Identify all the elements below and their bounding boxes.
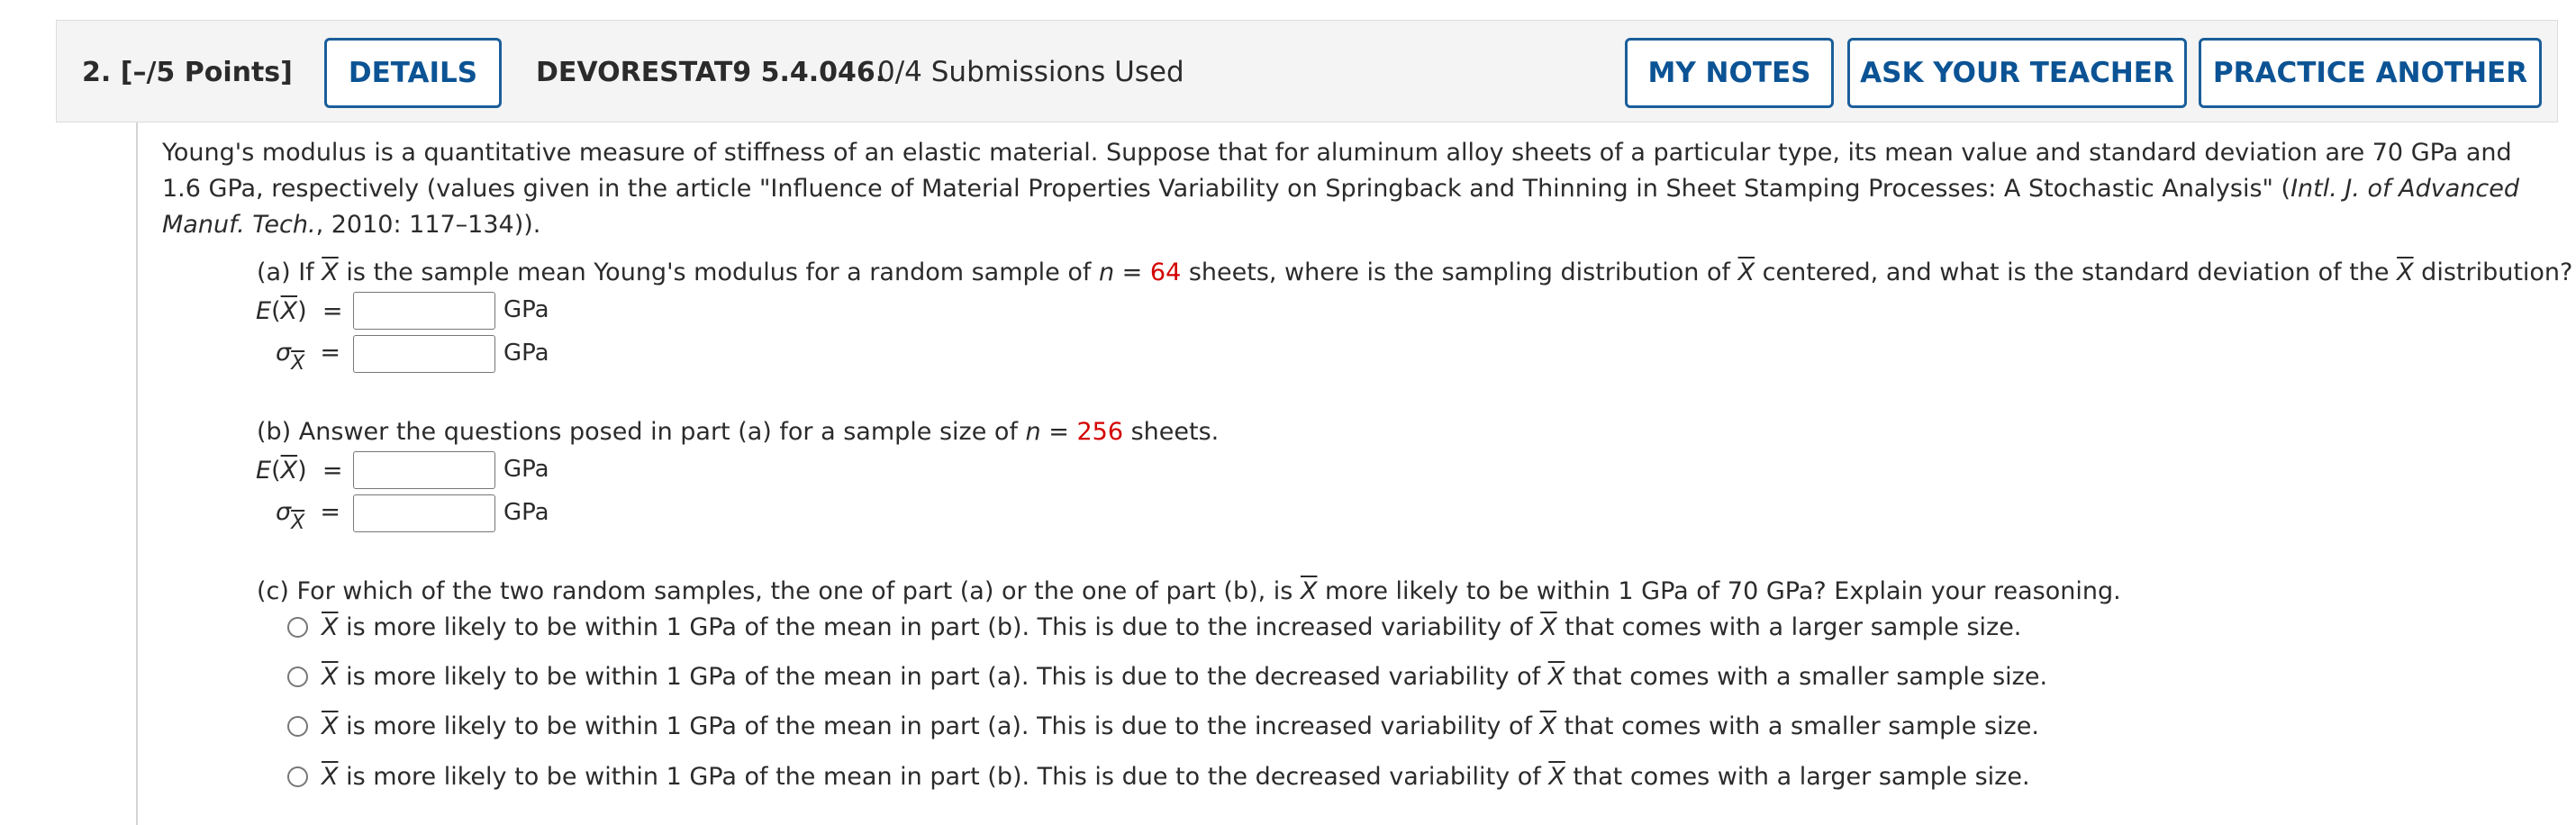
submissions-used: 0/4 Submissions Used bbox=[877, 56, 1184, 88]
part-c-option-4-label[interactable] bbox=[322, 761, 2030, 793]
question-id: DEVORESTAT9 5.4.046. bbox=[536, 57, 886, 88]
part-c-suffix: more likely to be within 1 GPa of 70 GPa? Explain your reasoning. bbox=[1317, 577, 2121, 605]
ask-your-teacher-button[interactable]: ASK YOUR TEACHER bbox=[1847, 38, 2187, 108]
part-a-text-3: centered, and what is the standard deviation of the bbox=[1755, 258, 2398, 286]
xbar-subscript: X bbox=[291, 352, 305, 375]
intro-line-2-text: 1.6 GPa, respectively (values given in the article "Influence of Material Properties Variability on Springback and Thinning in Sheet Stamping Processes: A Stochastic Analysis" ( bbox=[162, 175, 2291, 203]
xbar-symbol: $\overline{X}$ bbox=[322, 712, 339, 740]
part-b-mean-unit: GPa bbox=[503, 456, 549, 483]
question-number bbox=[82, 57, 293, 88]
details-button[interactable]: DETAILS bbox=[324, 38, 502, 108]
equals-sign: = bbox=[1114, 258, 1150, 286]
sigma-symbol: σ bbox=[276, 339, 292, 367]
part-a-suffix: distribution? bbox=[2413, 258, 2573, 286]
part-b-sd-input[interactable] bbox=[353, 494, 495, 532]
part-c-option-4-radio[interactable] bbox=[287, 766, 308, 787]
part-c-option-3-radio[interactable] bbox=[287, 716, 308, 737]
intro-line-3 bbox=[162, 209, 540, 241]
sigma-symbol: σ bbox=[276, 498, 292, 526]
xbar-symbol: $\overline{X}$ bbox=[1539, 712, 1557, 740]
xbar-symbol: $\overline{X}$ bbox=[2397, 258, 2414, 286]
n-symbol: n bbox=[1098, 258, 1115, 286]
question-header bbox=[56, 20, 2558, 122]
my-notes-button[interactable]: MY NOTES bbox=[1625, 38, 1834, 108]
part-a-text-2: sheets, where is the sampling distribution of bbox=[1181, 258, 1738, 286]
part-a-sd-unit: GPa bbox=[503, 340, 549, 367]
xbar-symbol: $\overline{X}$ bbox=[322, 613, 339, 641]
xbar-symbol: $\overline{X}$ bbox=[322, 763, 339, 791]
option-text-a: is more likely to be within 1 GPa of the mean in part (a). This is due to the decreased variability of bbox=[338, 663, 1548, 691]
part-b-mean-input[interactable] bbox=[353, 451, 495, 489]
part-b-sd-unit: GPa bbox=[503, 499, 549, 526]
xbar-symbol: $\overline{X}$ bbox=[1300, 577, 1318, 605]
option-text-b: that comes with a smaller sample size. bbox=[1556, 712, 2039, 740]
xbar-symbol: $\overline{X}$ bbox=[1540, 613, 1557, 641]
xbar-symbol: $\overline{X}$ bbox=[322, 663, 339, 691]
part-c-option-2-radio[interactable] bbox=[287, 666, 308, 687]
equals-sign: = bbox=[1040, 418, 1077, 446]
part-a-n-value: 64 bbox=[1149, 258, 1182, 286]
part-c-prefix: (c) For which of the two random samples, the one of part (a) or the one of part (b), is bbox=[257, 577, 1301, 605]
part-b-n-value: 256 bbox=[1076, 418, 1124, 446]
journal-name-part-1: Intl. J. of Advanced bbox=[2290, 175, 2519, 203]
option-text-b: that comes with a smaller sample size. bbox=[1565, 663, 2048, 691]
part-a-mean-input[interactable] bbox=[353, 292, 495, 330]
part-b-sd-label bbox=[276, 496, 340, 534]
part-c-question bbox=[257, 576, 2121, 608]
option-text-a: is more likely to be within 1 GPa of the mean in part (b). This is due to the increased variability of bbox=[338, 613, 1541, 641]
points-label: [–/5 Points] bbox=[120, 57, 293, 88]
part-c-option-3-label[interactable] bbox=[322, 711, 2039, 743]
practice-another-button[interactable]: PRACTICE ANOTHER bbox=[2199, 38, 2542, 108]
part-a-sd-label bbox=[276, 337, 340, 375]
xbar-symbol: $\overline{X}$ bbox=[322, 258, 339, 286]
part-b-question bbox=[257, 416, 1219, 449]
intro-line-3-text: , 2010: 117–134)). bbox=[315, 211, 541, 239]
option-text-b: that comes with a larger sample size. bbox=[1565, 763, 2030, 791]
xbar-symbol: $\overline{X}$ bbox=[1548, 763, 1565, 791]
xbar-symbol: $\overline{X}$ bbox=[1737, 258, 1755, 286]
question-number-value: 2. bbox=[82, 57, 112, 88]
intro-line-1: Young's modulus is a quantitative measure of stiffness of an elastic material. Suppose that for aluminum alloy sheets of a particular type, its mean value and standard deviation are 70 GPa and bbox=[162, 139, 2512, 167]
expectation-symbol: E bbox=[256, 457, 272, 485]
equals-sign: = bbox=[322, 457, 343, 485]
part-c-option-1-label[interactable] bbox=[322, 612, 2021, 644]
part-a-prefix: (a) If bbox=[257, 258, 322, 286]
part-a-mean-label: $E(\overline{X})$ = bbox=[256, 297, 343, 325]
content-left-border bbox=[136, 122, 138, 825]
xbar-symbol: $\overline{X}$ bbox=[280, 457, 298, 485]
part-c-option-2-label[interactable] bbox=[322, 661, 2047, 694]
n-symbol: n bbox=[1025, 418, 1041, 446]
part-a-question bbox=[257, 257, 2572, 289]
part-b-prefix: (b) Answer the questions posed in part (a) for a sample size of bbox=[257, 418, 1026, 446]
option-text-a: is more likely to be within 1 GPa of the mean in part (a). This is due to the increased variability of bbox=[338, 712, 1540, 740]
xbar-symbol: $\overline{X}$ bbox=[1547, 663, 1565, 691]
equals-sign: = bbox=[320, 339, 340, 367]
expectation-symbol: E bbox=[256, 297, 272, 325]
part-a-text-1: is the sample mean Young's modulus for a random sample of bbox=[338, 258, 1099, 286]
equals-sign: = bbox=[322, 297, 343, 325]
part-a-mean-unit: GPa bbox=[503, 296, 549, 323]
intro-line-2 bbox=[162, 173, 2519, 205]
xbar-subscript: X bbox=[291, 512, 305, 534]
journal-name-part-2: Manuf. Tech. bbox=[162, 211, 316, 239]
part-b-mean-label: $E(\overline{X})$ = bbox=[256, 457, 343, 485]
xbar-symbol: $\overline{X}$ bbox=[280, 297, 298, 325]
part-a-sd-input[interactable] bbox=[353, 335, 495, 373]
equals-sign: = bbox=[320, 498, 340, 526]
part-b-suffix: sheets. bbox=[1123, 418, 1220, 446]
option-text-a: is more likely to be within 1 GPa of the mean in part (b). This is due to the decreased variability of bbox=[338, 763, 1549, 791]
option-text-b: that comes with a larger sample size. bbox=[1556, 613, 2022, 641]
part-c-option-1-radio[interactable] bbox=[287, 617, 308, 638]
